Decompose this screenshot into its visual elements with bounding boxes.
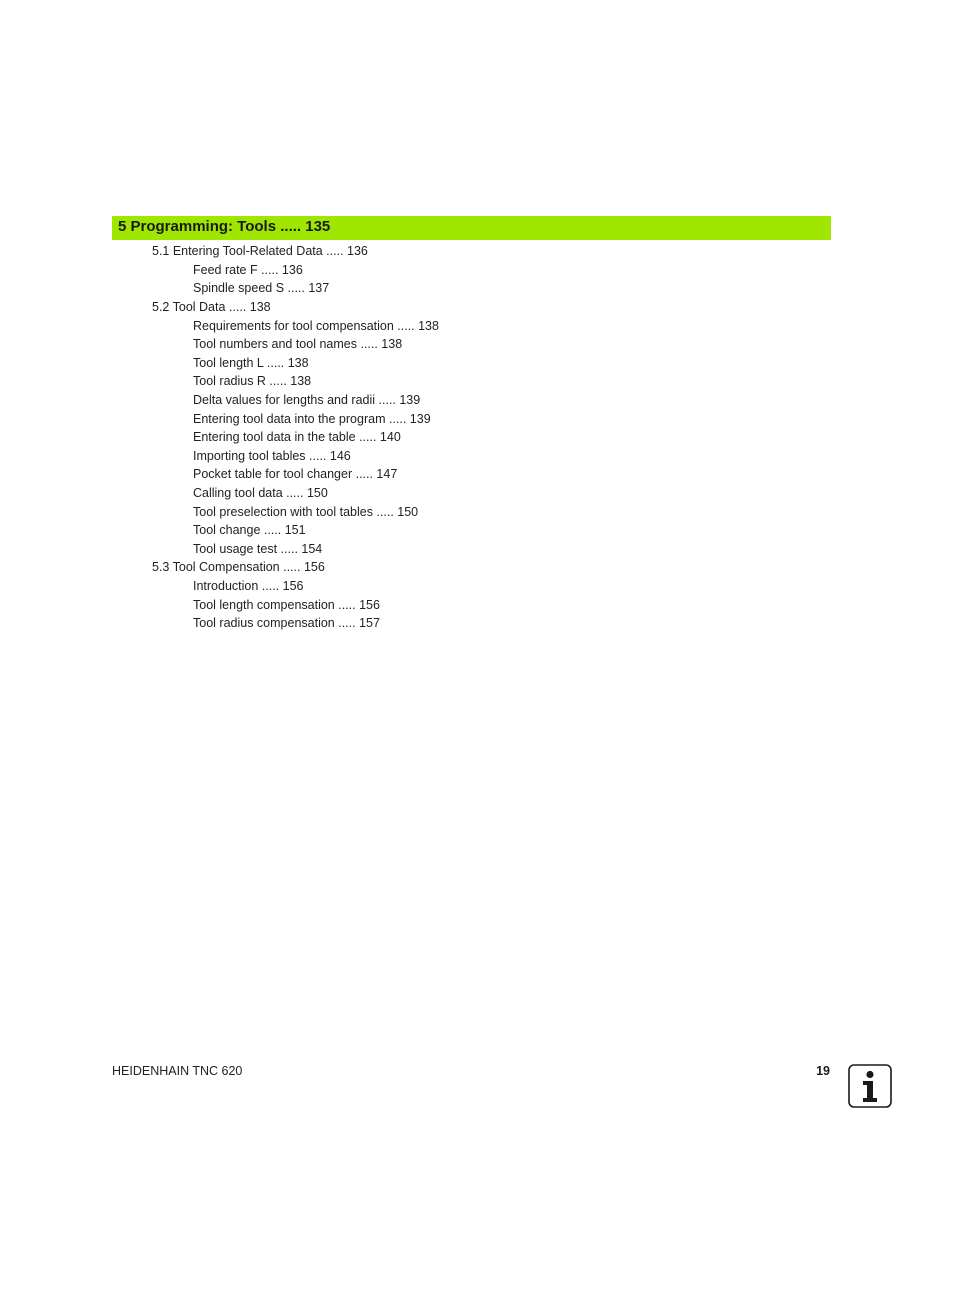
toc-entry-section[interactable]: 5.1 Entering Tool-Related Data ..... 136 [152,244,368,258]
toc-entry[interactable]: Tool change ..... 151 [193,523,306,537]
toc-entry[interactable]: Introduction ..... 156 [193,579,304,593]
toc-entry[interactable]: Entering tool data into the program ..... 139 [193,412,431,426]
toc-entry[interactable]: Tool numbers and tool names ..... 138 [193,337,403,351]
info-icon [848,1064,892,1108]
toc-entry[interactable]: Tool usage test ..... 154 [193,542,323,556]
toc-entry[interactable]: Pocket table for tool changer ..... 147 [193,467,398,481]
toc-entry-section[interactable]: 5.3 Tool Compensation ..... 156 [152,560,325,574]
manual-title: HEIDENHAIN TNC 620 [112,1064,243,1078]
toc-entry[interactable]: Calling tool data ..... 150 [193,486,328,500]
chapter-heading-bar [112,216,831,240]
chapter-title[interactable]: 5 Programming: Tools ..... 135 [118,218,331,235]
page-number: 19 [816,1064,830,1078]
toc-entry[interactable]: Tool preselection with tool tables ..... 150 [193,505,419,519]
toc-entry[interactable]: Spindle speed S ..... 137 [193,281,330,295]
toc-entry[interactable]: Importing tool tables ..... 146 [193,449,351,463]
toc-entry[interactable]: Tool length compensation ..... 156 [193,598,380,612]
toc-entry[interactable]: Tool radius R ..... 138 [193,374,312,388]
toc-entry-section[interactable]: 5.2 Tool Data ..... 138 [152,300,271,314]
toc-entry[interactable]: Requirements for tool compensation ..... 138 [193,319,439,333]
toc-entry[interactable]: Tool length L ..... 138 [193,356,309,370]
toc-entry[interactable]: Feed rate F ..... 136 [193,263,303,277]
toc-entry[interactable]: Tool radius compensation ..... 157 [193,616,380,630]
toc-entry[interactable]: Entering tool data in the table ..... 140 [193,430,401,444]
toc-entry[interactable]: Delta values for lengths and radii ..... 139 [193,393,421,407]
